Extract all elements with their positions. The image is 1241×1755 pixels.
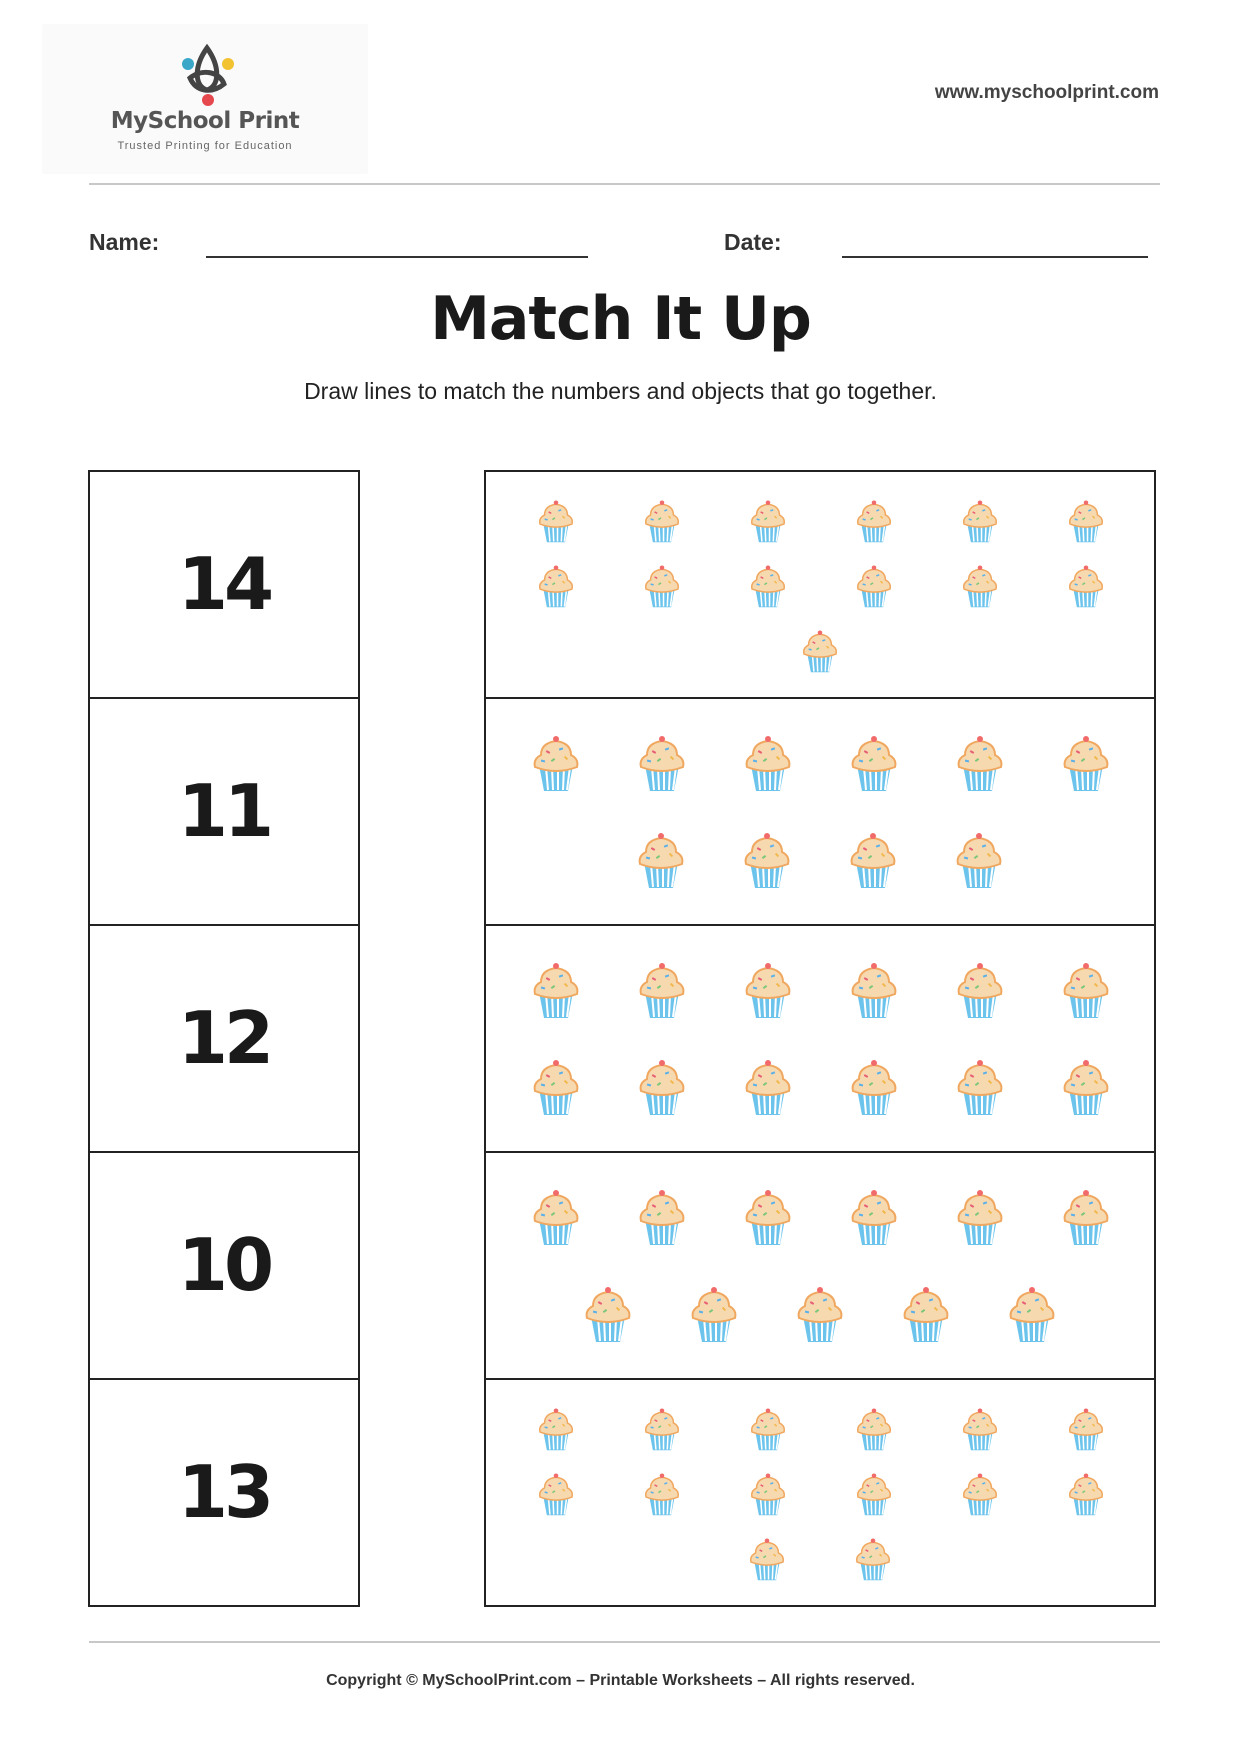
cupcake-icon <box>961 1471 999 1522</box>
cupcake-icon <box>643 563 681 614</box>
number-cell[interactable] <box>88 924 360 1153</box>
cupcake-icon <box>795 1284 845 1349</box>
instructions: Draw lines to match the numbers and objects that go together. <box>304 378 937 404</box>
cupcake-icon <box>537 498 575 549</box>
cupcake-icon <box>743 1057 793 1122</box>
cupcake-icon <box>849 1057 899 1122</box>
cupcake-icon <box>537 1471 575 1522</box>
cupcake-icon <box>583 1284 633 1349</box>
cupcake-icon <box>743 1187 793 1252</box>
copyright: Copyright © MySchoolPrint.com – Printable Worksheets – All rights reserved. <box>326 1672 915 1689</box>
cupcake-icon <box>749 1406 787 1457</box>
cupcake-icon <box>901 1284 951 1349</box>
cupcake-icon <box>537 563 575 614</box>
cupcake-icon <box>643 1471 681 1522</box>
cupcake-icon <box>961 563 999 614</box>
cupcake-icon <box>749 498 787 549</box>
cupcake-icon <box>849 960 899 1025</box>
cupcake-icon <box>954 830 1004 895</box>
number-label: 12 <box>177 996 271 1080</box>
cupcake-icon <box>531 1187 581 1252</box>
number-cell[interactable] <box>88 1378 360 1607</box>
number-label: 13 <box>177 1450 271 1534</box>
number-cell[interactable] <box>88 697 360 926</box>
object-group-cell[interactable] <box>484 470 1156 699</box>
date-label: Date: <box>724 229 782 255</box>
cupcake-icon <box>1061 1057 1111 1122</box>
cupcake-icon <box>961 498 999 549</box>
cupcake-icon <box>1061 1187 1111 1252</box>
number-cell[interactable] <box>88 470 360 699</box>
site-url[interactable]: www.myschoolprint.com <box>934 82 1159 103</box>
cupcake-icon <box>636 830 686 895</box>
cupcake-icon <box>1061 960 1111 1025</box>
cupcake-icon <box>531 1057 581 1122</box>
cupcake-icon <box>854 1536 892 1587</box>
cupcake-icon <box>855 563 893 614</box>
name-line[interactable] <box>206 256 588 258</box>
cupcake-icon <box>955 960 1005 1025</box>
name-label: Name: <box>89 229 160 255</box>
cupcake-icon <box>689 1284 739 1349</box>
logo-mark-icon <box>172 38 242 108</box>
object-group-cell[interactable] <box>484 697 1156 926</box>
cupcake-icon <box>1067 498 1105 549</box>
number-label: 11 <box>177 769 271 853</box>
cupcake-icon <box>1067 1471 1105 1522</box>
cupcake-icon <box>855 1406 893 1457</box>
cupcake-icon <box>748 1536 786 1587</box>
cupcake-icon <box>849 1187 899 1252</box>
logo <box>42 24 368 174</box>
logo-name: MySchool Print <box>110 108 300 134</box>
cupcake-icon <box>955 1057 1005 1122</box>
cupcake-icon <box>749 1471 787 1522</box>
cupcake-icon <box>643 498 681 549</box>
page-title: Match It Up <box>430 284 811 354</box>
cupcake-icon <box>743 733 793 798</box>
cupcake-icon <box>801 628 839 679</box>
cupcake-icon <box>743 960 793 1025</box>
cupcake-icon <box>531 960 581 1025</box>
cupcake-icon <box>1067 1406 1105 1457</box>
cupcake-icon <box>742 830 792 895</box>
cupcake-icon <box>955 733 1005 798</box>
cupcake-icon <box>848 830 898 895</box>
cupcake-icon <box>961 1406 999 1457</box>
cupcake-icon <box>637 1057 687 1122</box>
cupcake-icon <box>531 733 581 798</box>
number-cell[interactable] <box>88 1151 360 1380</box>
number-label: 10 <box>177 1223 271 1307</box>
footer-divider <box>89 1641 1160 1643</box>
cupcake-icon <box>637 960 687 1025</box>
cupcake-icon <box>537 1406 575 1457</box>
date-line[interactable] <box>842 256 1148 258</box>
object-group-cell[interactable] <box>484 1378 1156 1607</box>
cupcake-icon <box>1061 733 1111 798</box>
cupcake-icon <box>955 1187 1005 1252</box>
cupcake-icon <box>855 498 893 549</box>
cupcake-icon <box>855 1471 893 1522</box>
object-group-cell[interactable] <box>484 1151 1156 1380</box>
logo-tagline: Trusted Printing for Education <box>117 140 293 152</box>
header-divider <box>89 183 1160 185</box>
cupcake-icon <box>643 1406 681 1457</box>
cupcake-icon <box>749 563 787 614</box>
cupcake-icon <box>1007 1284 1057 1349</box>
object-group-cell[interactable] <box>484 924 1156 1153</box>
cupcake-icon <box>849 733 899 798</box>
cupcake-icon <box>637 733 687 798</box>
cupcake-icon <box>637 1187 687 1252</box>
cupcake-icon <box>1067 563 1105 614</box>
number-label: 14 <box>177 542 271 626</box>
